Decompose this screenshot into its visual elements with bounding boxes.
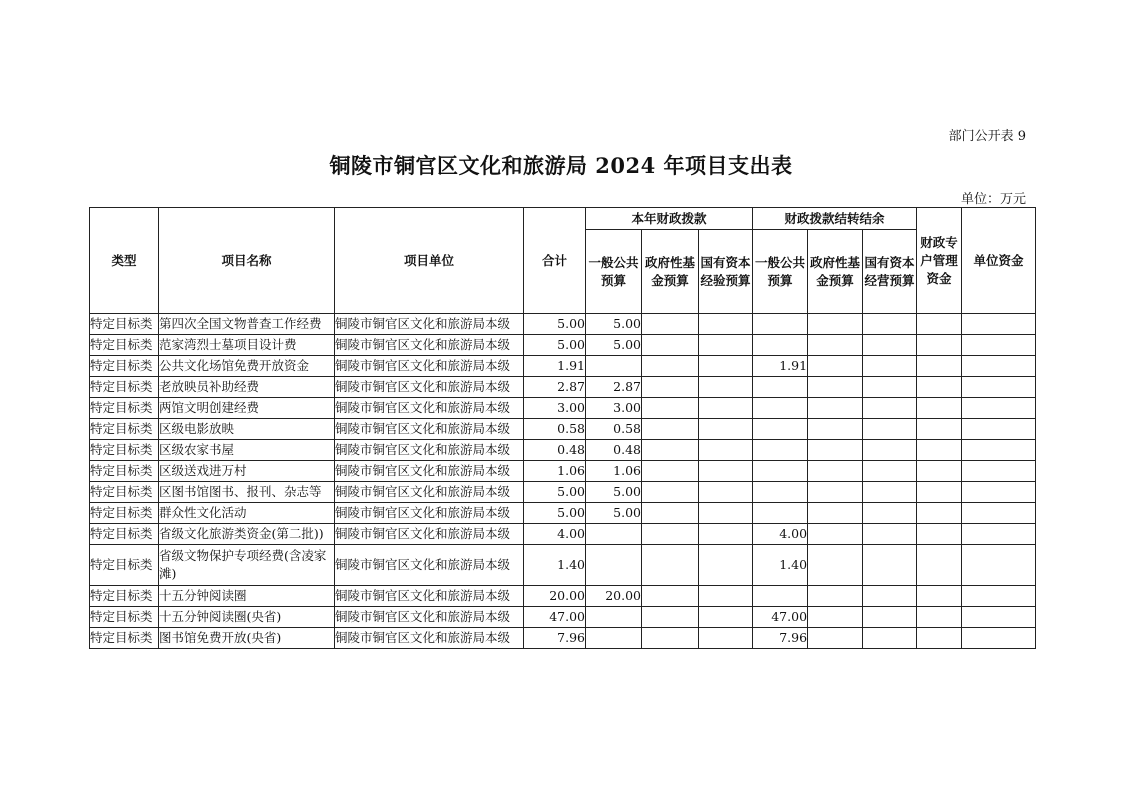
cell-project-unit: 铜陵市铜官区文化和旅游局本级: [335, 335, 524, 356]
cell-total: 5.00: [524, 314, 586, 335]
cell-current-state: [699, 586, 753, 607]
cell-total: 5.00: [524, 482, 586, 503]
cell-current-state: [699, 314, 753, 335]
header-total: 合计: [524, 208, 586, 314]
cell-carry-fund: [808, 607, 863, 628]
cell-carry-fund: [808, 356, 863, 377]
cell-current-state: [699, 503, 753, 524]
table-row: [90, 628, 1036, 649]
cell-current-state: [699, 440, 753, 461]
cell-project-name: 老放映员补助经费: [159, 377, 335, 398]
cell-carry-fund: [808, 503, 863, 524]
page-title: 铜陵市铜官区文化和旅游局 2024 年项目支出表: [329, 153, 793, 178]
cell-carry-general: 7.96: [753, 628, 808, 649]
cell-total: 20.00: [524, 586, 586, 607]
table-row: [90, 545, 1036, 586]
cell-special: [917, 335, 962, 356]
cell-current-state: [699, 545, 753, 586]
cell-project-name: 区级电影放映: [159, 419, 335, 440]
cell-current-general: 5.00: [586, 503, 642, 524]
cell-current-fund: [642, 524, 699, 545]
cell-carry-general: [753, 586, 808, 607]
cell-type: 特定目标类: [90, 377, 159, 398]
cell-own: [962, 586, 1036, 607]
cell-special: [917, 503, 962, 524]
cell-project-name: 省级文物保护专项经费(含凌家滩): [159, 545, 335, 586]
cell-own: [962, 503, 1036, 524]
cell-special: [917, 482, 962, 503]
cell-own: [962, 314, 1036, 335]
cell-own: [962, 524, 1036, 545]
cell-carry-state: [863, 356, 917, 377]
cell-special: [917, 586, 962, 607]
cell-current-general: [586, 356, 642, 377]
cell-total: 1.06: [524, 461, 586, 482]
cell-carry-state: [863, 482, 917, 503]
unit-label: 单位：万元: [960, 192, 1026, 207]
cell-carry-fund: [808, 586, 863, 607]
cell-carry-fund: [808, 482, 863, 503]
cell-type: 特定目标类: [90, 398, 159, 419]
cell-carry-general: 1.91: [753, 356, 808, 377]
table-row: [90, 607, 1036, 628]
table-row: [90, 586, 1036, 607]
cell-carry-general: [753, 482, 808, 503]
cell-project-name: 省级文化旅游类资金(第二批)): [159, 524, 335, 545]
cell-special: [917, 314, 962, 335]
cell-type: 特定目标类: [90, 461, 159, 482]
cell-current-fund: [642, 314, 699, 335]
cell-carry-general: [753, 314, 808, 335]
header-car-state: 国有资本经营预算: [863, 230, 917, 314]
cell-project-unit: 铜陵市铜官区文化和旅游局本级: [335, 607, 524, 628]
cell-current-state: [699, 356, 753, 377]
cell-carry-state: [863, 607, 917, 628]
cell-special: [917, 419, 962, 440]
cell-carry-state: [863, 545, 917, 586]
cell-own: [962, 356, 1036, 377]
table-row: [90, 440, 1036, 461]
cell-special: [917, 461, 962, 482]
cell-carry-state: [863, 398, 917, 419]
cell-own: [962, 607, 1036, 628]
table-row: [90, 377, 1036, 398]
cell-carry-state: [863, 524, 917, 545]
cell-current-general: 5.00: [586, 335, 642, 356]
cell-current-state: [699, 482, 753, 503]
table-row: [90, 482, 1036, 503]
cell-project-name: 群众性文化活动: [159, 503, 335, 524]
cell-current-general: 3.00: [586, 398, 642, 419]
cell-current-state: [699, 628, 753, 649]
cell-type: 特定目标类: [90, 335, 159, 356]
cell-carry-state: [863, 586, 917, 607]
cell-current-general: 2.87: [586, 377, 642, 398]
project-expenditure-table: [89, 207, 1036, 649]
cell-project-unit: 铜陵市铜官区文化和旅游局本级: [335, 377, 524, 398]
header-cur-fund: 政府性基金预算: [642, 230, 699, 314]
cell-project-name: 范家湾烈士墓项目设计费: [159, 335, 335, 356]
cell-total: 7.96: [524, 628, 586, 649]
cell-carry-fund: [808, 398, 863, 419]
cell-project-unit: 铜陵市铜官区文化和旅游局本级: [335, 524, 524, 545]
cell-current-fund: [642, 545, 699, 586]
header-car-general: 一般公共预算: [753, 230, 808, 314]
cell-carry-state: [863, 335, 917, 356]
cell-current-general: [586, 524, 642, 545]
cell-current-general: 0.48: [586, 440, 642, 461]
cell-project-name: 十五分钟阅读圈(央省): [159, 607, 335, 628]
cell-current-fund: [642, 377, 699, 398]
cell-project-unit: 铜陵市铜官区文化和旅游局本级: [335, 356, 524, 377]
cell-special: [917, 524, 962, 545]
cell-current-fund: [642, 356, 699, 377]
cell-special: [917, 398, 962, 419]
cell-current-state: [699, 335, 753, 356]
cell-carry-general: [753, 440, 808, 461]
cell-current-fund: [642, 482, 699, 503]
cell-own: [962, 628, 1036, 649]
cell-carry-general: [753, 377, 808, 398]
cell-current-general: [586, 607, 642, 628]
cell-project-unit: 铜陵市铜官区文化和旅游局本级: [335, 419, 524, 440]
cell-current-fund: [642, 461, 699, 482]
cell-type: 特定目标类: [90, 545, 159, 586]
cell-current-state: [699, 398, 753, 419]
cell-type: 特定目标类: [90, 356, 159, 377]
cell-carry-state: [863, 440, 917, 461]
table-row: [90, 314, 1036, 335]
table-row: [90, 335, 1036, 356]
cell-total: 3.00: [524, 398, 586, 419]
header-special: 财政专户管理资金: [917, 208, 962, 314]
cell-total: 1.91: [524, 356, 586, 377]
table-row: [90, 356, 1036, 377]
cell-project-name: 公共文化场馆免费开放资金: [159, 356, 335, 377]
form-number: 部门公开表 9: [948, 129, 1026, 144]
cell-type: 特定目标类: [90, 482, 159, 503]
cell-project-unit: 铜陵市铜官区文化和旅游局本级: [335, 461, 524, 482]
cell-type: 特定目标类: [90, 586, 159, 607]
cell-carry-fund: [808, 335, 863, 356]
cell-project-name: 两馆文明创建经费: [159, 398, 335, 419]
cell-type: 特定目标类: [90, 503, 159, 524]
header-group-carry: 财政拨款结转结余: [753, 208, 917, 230]
cell-total: 0.48: [524, 440, 586, 461]
cell-current-fund: [642, 628, 699, 649]
table-row: [90, 398, 1036, 419]
cell-own: [962, 482, 1036, 503]
cell-project-unit: 铜陵市铜官区文化和旅游局本级: [335, 586, 524, 607]
cell-carry-fund: [808, 524, 863, 545]
cell-carry-state: [863, 377, 917, 398]
cell-type: 特定目标类: [90, 419, 159, 440]
cell-carry-general: [753, 461, 808, 482]
cell-total: 47.00: [524, 607, 586, 628]
cell-project-name: 区级农家书屋: [159, 440, 335, 461]
cell-carry-general: [753, 419, 808, 440]
cell-carry-fund: [808, 419, 863, 440]
cell-project-unit: 铜陵市铜官区文化和旅游局本级: [335, 482, 524, 503]
cell-current-state: [699, 461, 753, 482]
header-type: 类型: [90, 208, 159, 314]
header-car-fund: 政府性基金预算: [808, 230, 863, 314]
cell-carry-state: [863, 419, 917, 440]
cell-current-fund: [642, 419, 699, 440]
table-row: [90, 503, 1036, 524]
cell-type: 特定目标类: [90, 440, 159, 461]
header-group-current: 本年财政拨款: [586, 208, 753, 230]
cell-current-fund: [642, 586, 699, 607]
header-unit: 项目单位: [335, 208, 524, 314]
cell-current-state: [699, 419, 753, 440]
cell-type: 特定目标类: [90, 628, 159, 649]
cell-special: [917, 440, 962, 461]
cell-total: 1.40: [524, 545, 586, 586]
cell-carry-state: [863, 314, 917, 335]
cell-carry-general: 4.00: [753, 524, 808, 545]
cell-current-general: 5.00: [586, 314, 642, 335]
cell-carry-state: [863, 461, 917, 482]
cell-carry-fund: [808, 377, 863, 398]
header-name: 项目名称: [159, 208, 335, 314]
cell-own: [962, 545, 1036, 586]
cell-project-unit: 铜陵市铜官区文化和旅游局本级: [335, 314, 524, 335]
cell-carry-fund: [808, 628, 863, 649]
cell-carry-fund: [808, 545, 863, 586]
cell-current-fund: [642, 398, 699, 419]
cell-current-general: 20.00: [586, 586, 642, 607]
cell-total: 4.00: [524, 524, 586, 545]
cell-total: 0.58: [524, 419, 586, 440]
cell-current-general: [586, 545, 642, 586]
cell-special: [917, 377, 962, 398]
cell-current-general: 5.00: [586, 482, 642, 503]
table-row: [90, 461, 1036, 482]
table-row: [90, 419, 1036, 440]
cell-own: [962, 335, 1036, 356]
cell-special: [917, 607, 962, 628]
cell-special: [917, 628, 962, 649]
cell-current-general: 1.06: [586, 461, 642, 482]
cell-carry-fund: [808, 440, 863, 461]
cell-special: [917, 356, 962, 377]
cell-project-name: 区级送戏进万村: [159, 461, 335, 482]
cell-own: [962, 419, 1036, 440]
cell-current-general: 0.58: [586, 419, 642, 440]
cell-type: 特定目标类: [90, 314, 159, 335]
cell-project-unit: 铜陵市铜官区文化和旅游局本级: [335, 503, 524, 524]
cell-current-state: [699, 377, 753, 398]
cell-total: 5.00: [524, 335, 586, 356]
cell-carry-general: [753, 398, 808, 419]
cell-current-fund: [642, 607, 699, 628]
cell-current-fund: [642, 440, 699, 461]
table-row: [90, 524, 1036, 545]
cell-current-state: [699, 607, 753, 628]
cell-carry-general: 1.40: [753, 545, 808, 586]
cell-carry-general: 47.00: [753, 607, 808, 628]
cell-project-name: 图书馆免费开放(央省): [159, 628, 335, 649]
cell-own: [962, 440, 1036, 461]
cell-special: [917, 545, 962, 586]
cell-current-fund: [642, 335, 699, 356]
cell-type: 特定目标类: [90, 607, 159, 628]
cell-own: [962, 377, 1036, 398]
cell-project-name: 区图书馆图书、报刊、杂志等: [159, 482, 335, 503]
header-cur-state: 国有资本经验预算: [699, 230, 753, 314]
cell-current-state: [699, 524, 753, 545]
cell-project-unit: 铜陵市铜官区文化和旅游局本级: [335, 440, 524, 461]
cell-carry-general: [753, 335, 808, 356]
cell-project-unit: 铜陵市铜官区文化和旅游局本级: [335, 545, 524, 586]
cell-type: 特定目标类: [90, 524, 159, 545]
header-own: 单位资金: [962, 208, 1036, 314]
cell-own: [962, 461, 1036, 482]
cell-carry-general: [753, 503, 808, 524]
header-cur-general: 一般公共预算: [586, 230, 642, 314]
cell-total: 2.87: [524, 377, 586, 398]
cell-current-fund: [642, 503, 699, 524]
cell-project-name: 十五分钟阅读圈: [159, 586, 335, 607]
cell-own: [962, 398, 1036, 419]
cell-project-unit: 铜陵市铜官区文化和旅游局本级: [335, 628, 524, 649]
cell-carry-fund: [808, 314, 863, 335]
cell-project-name: 第四次全国文物普查工作经费: [159, 314, 335, 335]
cell-total: 5.00: [524, 503, 586, 524]
cell-carry-fund: [808, 461, 863, 482]
cell-project-unit: 铜陵市铜官区文化和旅游局本级: [335, 398, 524, 419]
cell-carry-state: [863, 503, 917, 524]
cell-current-general: [586, 628, 642, 649]
cell-carry-state: [863, 628, 917, 649]
